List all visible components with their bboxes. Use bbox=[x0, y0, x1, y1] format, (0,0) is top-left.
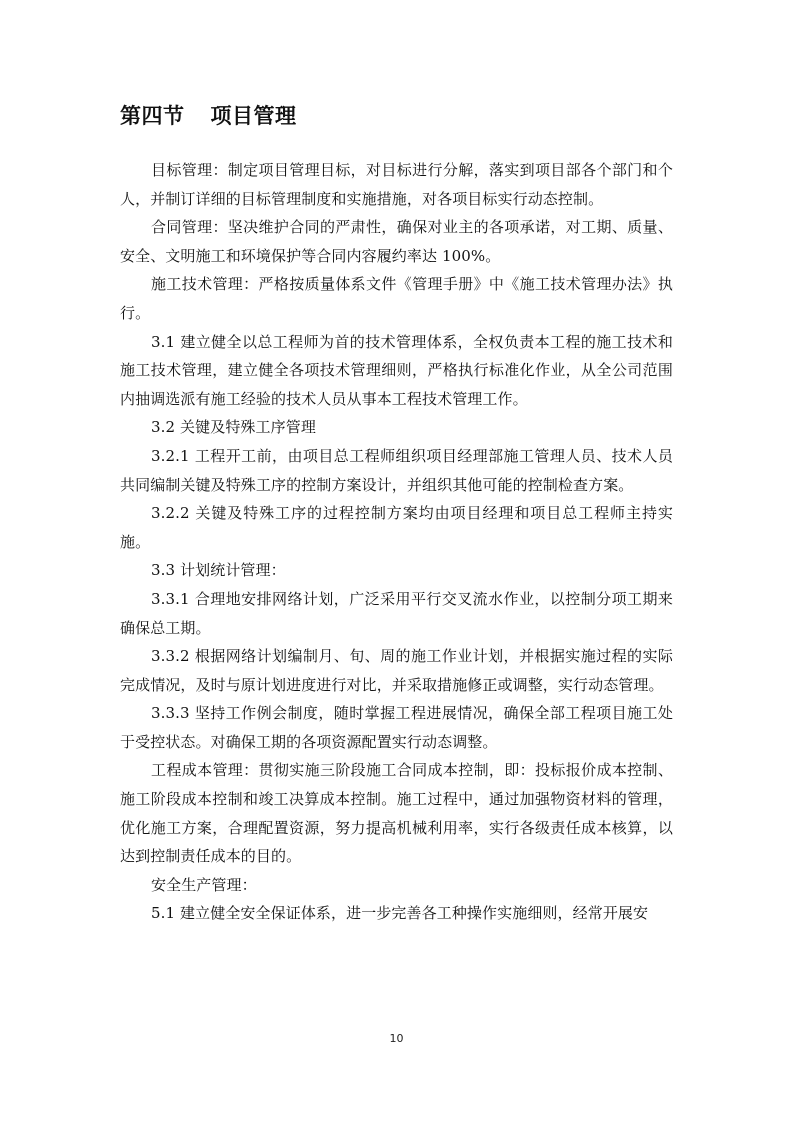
paragraph-3-2-2: 3.2.2 关键及特殊工序的过程控制方案均由项目经理和项目总工程师主持实施。 bbox=[120, 504, 673, 551]
section-title: 项目管理 bbox=[210, 104, 297, 128]
page-number: 10 bbox=[389, 1032, 404, 1045]
paragraph-3-3-1: 3.3.1 合理地安排网络计划，广泛采用平行交叉流水作业，以控制分项工期来确保总工期。 bbox=[120, 589, 673, 637]
paragraph-3-3-3: 3.3.3 坚持工作例会制度，随时掌握工程进展情况，确保全部工程项目施工处于受控状态。对确保工期的各项资源配置实行动态调整。 bbox=[120, 704, 673, 751]
section-heading bbox=[120, 100, 297, 132]
body-text bbox=[120, 156, 673, 928]
paragraph-safety-management: 安全生产管理： bbox=[151, 875, 257, 894]
paragraph-3-2: 3.2 关键及特殊工序管理 bbox=[151, 418, 316, 437]
paragraph-technical-management: 施工技术管理：严格按质量体系文件《管理手册》中《施工技术管理办法》执行。 bbox=[120, 275, 673, 322]
paragraph-3-1: 3.1 建立健全以总工程师为首的技术管理体系，全权负责本工程的施工技术和施工技术管理，建立健全各项技术管理细则，严格执行标准化作业，从全公司范围内抽调选派有施工经验的技术人员从事本工程技术管理工作。 bbox=[120, 332, 673, 408]
paragraph-3-2-1: 3.2.1 工程开工前，由项目总工程师组织项目经理部施工管理人员、技术人员共同编制关键及特殊工序的控制方案设计，并组织其他可能的控制检查方案。 bbox=[120, 446, 673, 494]
paragraph-target-management: 目标管理：制定项目管理目标，对目标进行分解，落实到项目部各个部门和个人，并制订详细的目标管理制度和实施措施，对各项目标实行动态控制。 bbox=[120, 161, 673, 208]
section-number: 第四节 bbox=[120, 104, 185, 128]
paragraph-contract-management: 合同管理：坚决维护合同的严肃性，确保对业主的各项承诺，对工期、质量、安全、文明施工和环境保护等合同内容履约率达 100%。 bbox=[120, 218, 673, 265]
paragraph-cost-management: 工程成本管理：贯彻实施三阶段施工合同成本控制，即：投标报价成本控制、施工阶段成本控制和竣工决算成本控制。施工过程中，通过加强物资材料的管理，优化施工方案，合理配置资源，努力提高机械利用率，实行各级责任成本核算，以达到控制责任成本的目的。 bbox=[120, 761, 673, 866]
paragraph-3-3-2: 3.3.2 根据网络计划编制月、旬、周的施工作业计划，并根据实施过程的实际完成情况，及时与原计划进度进行对比，并采取措施修正或调整，实行动态管理。 bbox=[120, 647, 673, 694]
paragraph-5-1: 5.1 建立健全安全保证体系，进一步完善各工种操作实施细则，经常开展安 bbox=[151, 904, 649, 923]
paragraph-3-3: 3.3 计划统计管理： bbox=[151, 561, 286, 580]
